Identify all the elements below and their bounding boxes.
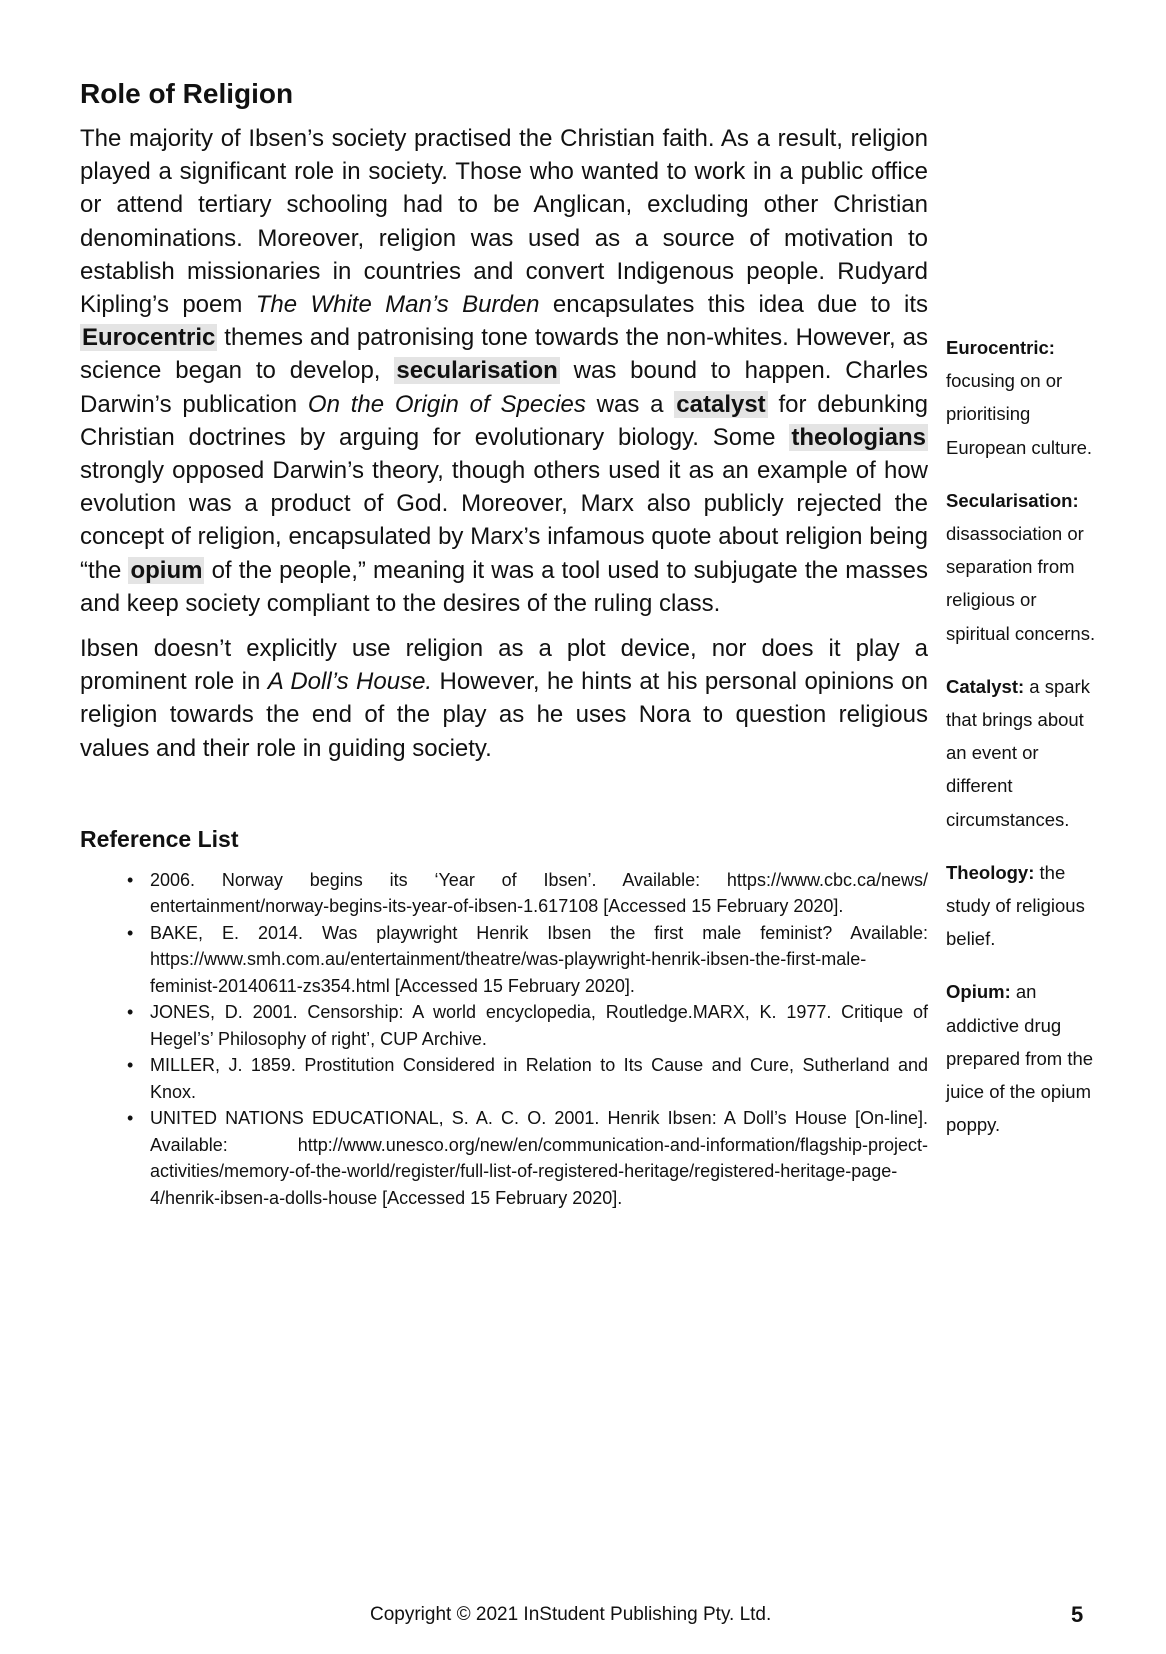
glossary-entry-opium xyxy=(946,975,1096,1141)
glossary-definition: focusing on or prioritising European culture. xyxy=(946,370,1093,458)
reference-item: • 2006. Norway begins its ‘Year of Ibsen’. Available: https://www.cbc.ca/news/ entertainment/norway-begins-its-year-of-ibsen-1.617108 [Accessed 15 February 2020]. xyxy=(150,867,928,920)
glossary-term: Eurocentric: xyxy=(946,337,1055,358)
keyword-opium: opium xyxy=(130,556,203,584)
text-run: of the people,” meaning it was a tool used to subjugate the masses and keep society compliant to the desires of the ruling class. xyxy=(80,556,928,617)
glossary-term: Opium: xyxy=(946,981,1011,1003)
glossary-entry-secularisation xyxy=(946,484,1096,650)
play-title: A Doll’s House. xyxy=(267,668,433,696)
copyright-notice: Copyright © 2021 InStudent Publishing Pty. Ltd. xyxy=(370,1604,772,1625)
reference-item: • JONES, D. 2001. Censorship: A world encyclopedia, Routledge.MARX, K. 1977. Critique of Hegel’s’ Philosophy of right’, CUP Archive. xyxy=(150,999,928,1052)
glossary-definition: disassociation or separation from religious or spiritual concerns. xyxy=(946,523,1096,644)
page-number: 5 xyxy=(1071,1602,1084,1627)
glossary-entry-eurocentric xyxy=(946,331,1096,464)
glossary-definition: the study of religious belief. xyxy=(946,861,1085,950)
book-title: On the Origin of Species xyxy=(307,390,586,418)
reference-list xyxy=(80,867,928,1212)
glossary-sidebar xyxy=(946,331,1096,1161)
text-run: Ibsen doesn’t explicitly use religion as a plot device, nor does it play a prominent role in xyxy=(80,635,928,696)
section-title: Role of Religion xyxy=(80,78,294,109)
text-run: The majority of Ibsen’s society practised the Christian faith. As a result, religion played a significant role in society. Those who wanted to work in a public office or attend tertiary schooling had to be Anglican, excluding other Christian denominations. Moreover, religion was used as a source of motivation to establish missionaries in countries and convert Indigenous people. Rudyard Kipling’s poem xyxy=(80,125,928,319)
glossary-term: Catalyst: xyxy=(946,675,1025,697)
reference-item: • BAKE, E. 2014. Was playwright Henrik Ibsen the first male feminist? Available: https://www.smh.com.au/entertainment/theatre/was-playwright-henrik-ibsen-the-first-male-feminist-20140611-zs354.html [Accessed 15 February 2020]. xyxy=(150,920,928,1000)
text-run: was bound to happen. Charles Darwin’s publication xyxy=(80,357,928,418)
text-run: themes and patronising tone towards the non-whites. However, as science began to develop, xyxy=(80,324,928,385)
text-run: for debunking Christian doctrines by arguing for evolutionary biology. Some xyxy=(80,390,929,451)
glossary-term: Theology: xyxy=(946,861,1035,883)
glossary-term: Secularisation: xyxy=(946,489,1079,511)
text-run: was a xyxy=(585,390,675,418)
keyword-catalyst: catalyst xyxy=(676,390,766,418)
reference-item: • MILLER, J. 1859. Prostitution Considered in Relation to Its Cause and Cure, Sutherland and Knox. xyxy=(150,1052,928,1105)
main-content xyxy=(80,76,928,1211)
glossary-entry-theology xyxy=(946,856,1096,956)
glossary-definition: a spark that brings about an event or different circumstances. xyxy=(946,675,1090,830)
text-run: However, he hints at his personal opinions on religion towards the end of the play as he uses Nora to question religious values and their role in guiding society. xyxy=(80,668,928,762)
glossary-entry-catalyst xyxy=(946,670,1096,836)
poem-title: The White Man’s Burden xyxy=(255,291,540,319)
page-footer xyxy=(0,1601,1166,1631)
reference-item: • UNITED NATIONS EDUCATIONAL, S. A. C. O. 2001. Henrik Ibsen: A Doll’s House [On-line]. Available: http://www.unesco.org/new/en/communication-and-information/flagship-project-activities/memory-of-the-world/register/full-list-of-registered-heritage/registered-heritage-page-4/henrik-ibsen-a-dolls-house [Accessed 15 February 2020]. xyxy=(150,1105,928,1211)
paragraph-religion-society xyxy=(80,122,928,620)
reference-list-title: Reference List xyxy=(80,825,239,852)
text-run: strongly opposed Darwin’s theory, though others used it as an example of how evolution was a product of God. Moreover, Marx also publicly rejected the concept of religion, encapsulated by Marx’s infamous quote about religion being “the xyxy=(80,457,928,584)
glossary-definition: an addictive drug prepared from the juice of the opium poppy. xyxy=(946,981,1094,1136)
keyword-eurocentric: Eurocentric xyxy=(82,324,216,352)
text-run: encapsulates this idea due to its xyxy=(539,291,928,319)
paragraph-ibsen-religion xyxy=(80,632,928,765)
keyword-secularisation: secularisation xyxy=(396,357,558,385)
keyword-theologians: theologians xyxy=(791,423,926,451)
